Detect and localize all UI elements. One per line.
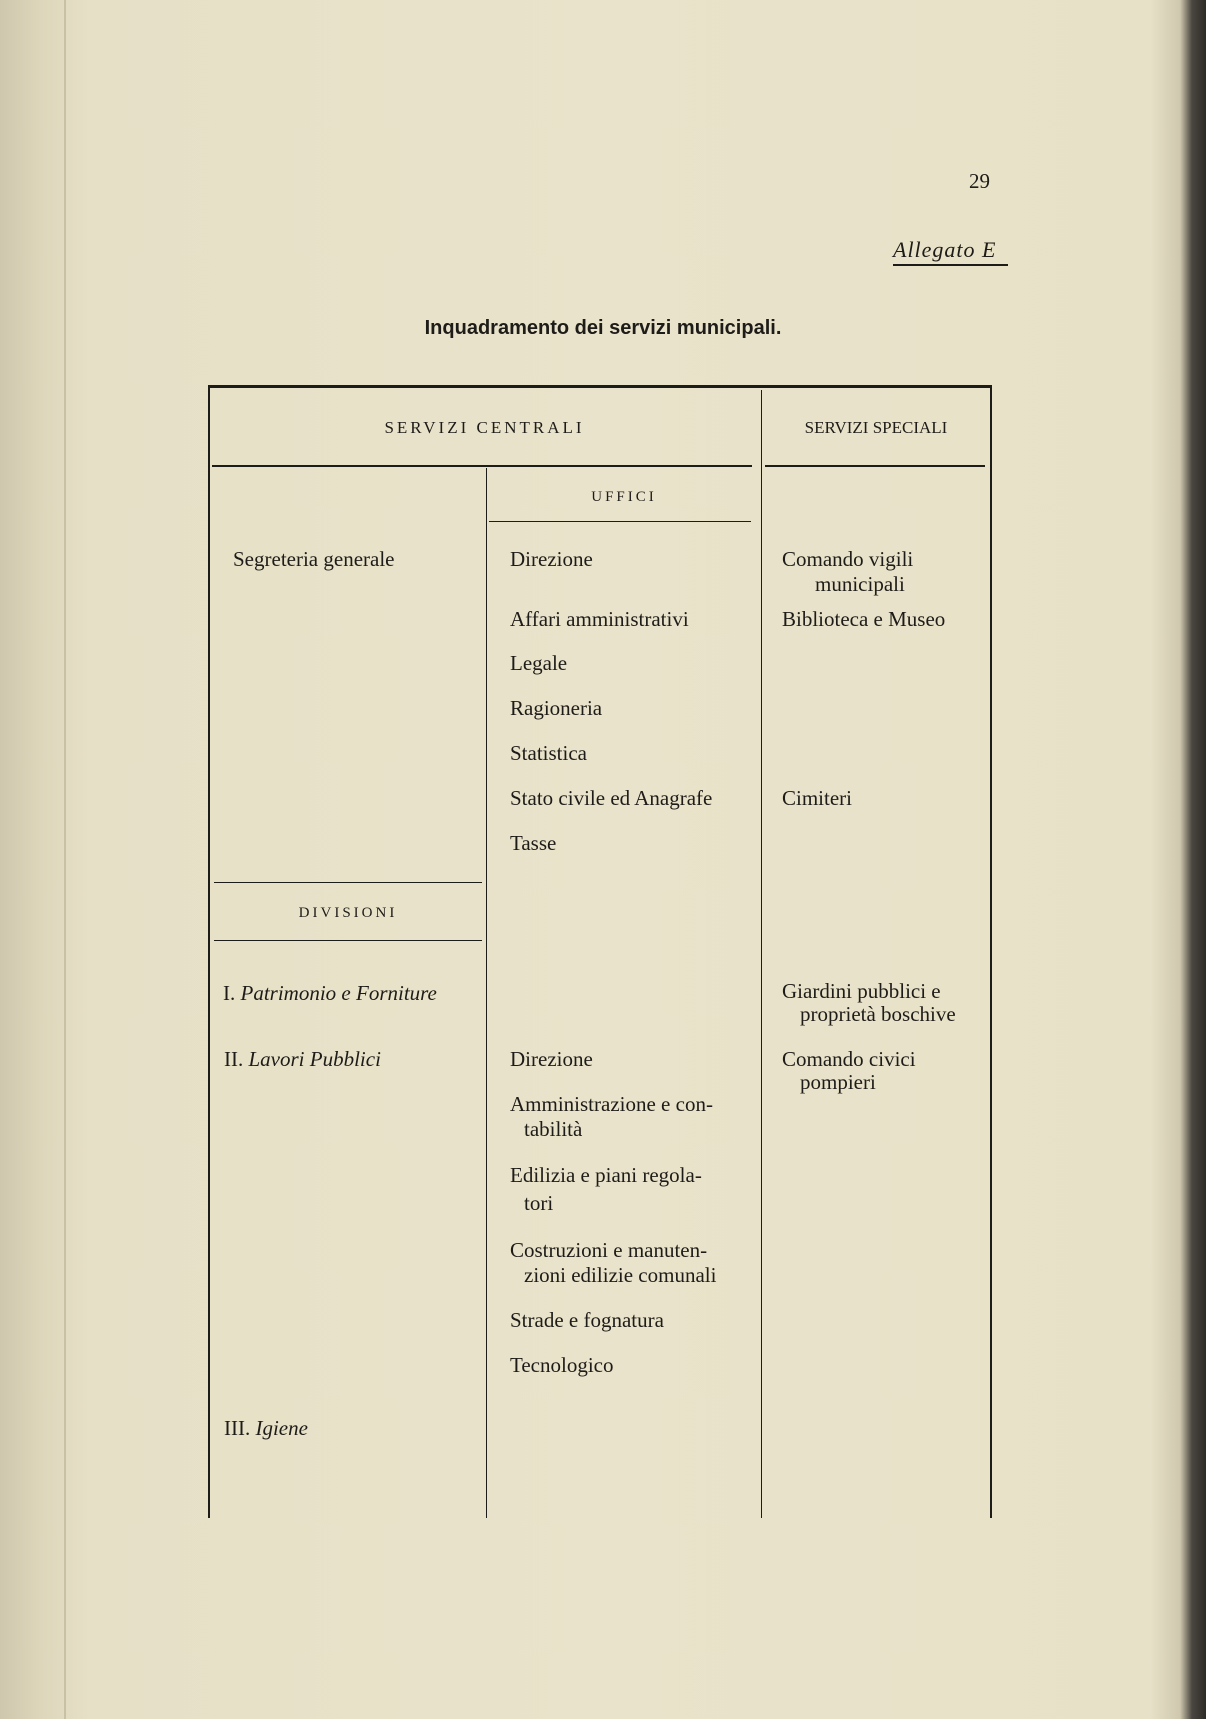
biblioteca-museo: Biblioteca e Museo [782,607,946,631]
lavori-office-cont: tori [524,1191,554,1215]
office-item: Tasse [510,831,557,855]
office-item: Statistica [510,741,587,765]
header-rule-central [212,465,752,467]
header-offices: UFFICI [591,489,657,505]
lavori-office: Strade e fognatura [510,1308,664,1332]
special-column-divider [761,390,762,1518]
page-number: 29 [969,169,990,193]
office-item: Legale [510,651,568,675]
segreteria-generale: Segreteria generale [233,547,395,571]
office-item: Affari amministrativi [510,607,689,631]
division-number: II. [224,1047,244,1071]
giardini-pubblici-cont: proprietà boschive [800,1002,956,1026]
divisions-bottom-rule [214,940,482,941]
divisions-top-rule [214,882,482,883]
lavori-office: Amministrazione e con- [510,1092,713,1116]
offices-rule [489,521,751,522]
lavori-office: Edilizia e piani regola- [510,1163,702,1187]
page-gutter [64,0,66,1719]
comando-vigili: Comando vigili [782,547,914,571]
lavori-office: Tecnologico [510,1353,614,1377]
table-right-border [990,385,992,1518]
annex-underline [893,264,1008,266]
annex-label: Allegato E [893,237,997,262]
division-number: III. [224,1416,251,1440]
lavori-office-cont: zioni edilizie comunali [524,1263,717,1287]
offices-column-divider [486,468,487,1518]
page-title: Inquadramento dei servizi municipali. [424,317,782,339]
header-divisions: DIVISIONI [298,905,398,921]
division-3 [224,1416,308,1440]
comando-vigili-cont: municipali [815,572,905,596]
lavori-office-cont: tabilità [524,1117,583,1141]
giardini-pubblici: Giardini pubblici e [782,979,941,1003]
table-left-border [208,385,210,1518]
office-item: Stato civile ed Anagrafe [510,786,713,810]
lavori-office: Direzione [510,1047,593,1071]
table-top-rule [208,385,992,388]
comando-pompieri-cont: pompieri [800,1070,876,1094]
division-name: Patrimonio e Forniture [240,981,437,1005]
division-number: I. [223,981,236,1005]
comando-pompieri: Comando civici [782,1047,916,1071]
division-1 [223,981,437,1005]
office-item: Direzione [510,547,593,571]
division-name: Igiene [255,1416,308,1440]
division-name: Lavori Pubblici [248,1047,381,1071]
header-special: SERVIZI SPECIALI [804,418,948,437]
lavori-office: Costruzioni e manuten- [510,1238,708,1262]
division-2 [224,1047,381,1071]
cimiteri: Cimiteri [782,786,852,810]
header-rule-special [765,465,985,467]
office-item: Ragioneria [510,696,603,720]
header-central: SERVIZI CENTRALI [384,418,585,437]
